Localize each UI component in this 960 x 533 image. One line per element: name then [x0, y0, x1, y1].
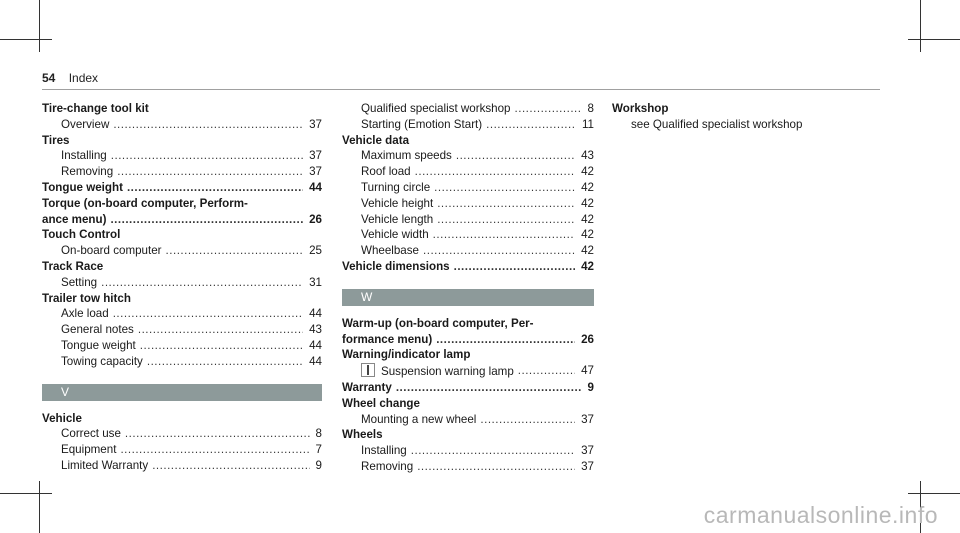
suspension-warning-icon — [361, 363, 375, 377]
index-entry[interactable]: Vehicle length ..... 42 — [342, 212, 594, 228]
index-entry[interactable]: Mounting a new wheel ..... 37 — [342, 412, 594, 428]
index-entry[interactable]: formance menu) ..... 26 — [342, 332, 594, 348]
crop-mark — [908, 493, 960, 494]
index-heading: Wheel change — [342, 396, 420, 410]
page-header — [42, 71, 98, 85]
watermark: carmanualsonline.info — [703, 502, 938, 528]
index-column-1 — [42, 101, 322, 474]
index-heading: Vehicle data — [342, 133, 410, 147]
index-entry[interactable]: Warranty ..... 9 — [342, 380, 594, 396]
crop-mark — [920, 0, 921, 52]
index-entry[interactable]: On-board computer ..... 25 — [42, 243, 322, 259]
see-reference[interactable]: see Qualified specialist workshop — [631, 117, 803, 131]
index-entry[interactable]: Overview ..... 37 — [42, 117, 322, 133]
index-entry[interactable]: Qualified specialist workshop ..... 8 — [342, 101, 594, 117]
index-entry[interactable]: Roof load ..... 42 — [342, 164, 594, 180]
index-entry[interactable]: Installing ..... 37 — [42, 148, 322, 164]
index-heading: Warning/indicator lamp — [342, 348, 471, 362]
index-entry[interactable]: Equipment ..... 7 — [42, 442, 322, 458]
index-entry[interactable]: Correct use ..... 8 — [42, 426, 322, 442]
header-rule — [42, 89, 880, 90]
index-entry[interactable]: Towing capacity ..... 44 — [42, 354, 322, 370]
crop-mark — [39, 0, 40, 52]
index-entry[interactable]: General notes ..... 43 — [42, 322, 322, 338]
index-entry[interactable]: Tongue weight ..... 44 — [42, 180, 322, 196]
index-heading: Wheels — [342, 428, 383, 442]
index-entry[interactable]: Vehicle height ..... 42 — [342, 196, 594, 212]
index-entry[interactable]: Axle load ..... 44 — [42, 306, 322, 322]
index-heading: Tires — [42, 133, 70, 147]
index-heading: Workshop — [612, 102, 669, 115]
crop-mark — [908, 39, 960, 40]
index-entry[interactable]: Vehicle dimensions ..... 42 — [342, 259, 594, 275]
index-heading: Touch Control — [42, 228, 121, 242]
index-entry[interactable]: Suspension warning lamp ..... 47 — [342, 363, 594, 380]
index-heading: Tire-change tool kit — [42, 102, 149, 115]
index-entry[interactable]: Turning circle ..... 42 — [342, 180, 594, 196]
index-heading: Torque (on-board computer, Perform- — [42, 196, 248, 210]
index-column-2 — [342, 101, 594, 475]
section-title: Index — [68, 71, 99, 85]
index-entry[interactable]: Wheelbase ..... 42 — [342, 243, 594, 259]
crop-mark — [0, 39, 52, 40]
crop-mark — [39, 481, 40, 533]
index-entry[interactable]: Limited Warranty ..... 9 — [42, 458, 322, 474]
index-entry[interactable]: Vehicle width ..... 42 — [342, 227, 594, 243]
index-heading: Track Race — [42, 259, 104, 273]
index-entry[interactable]: Setting ..... 31 — [42, 275, 322, 291]
letter-divider-w: W — [342, 289, 594, 306]
index-entry[interactable]: Maximum speeds ..... 43 — [342, 148, 594, 164]
index-column-3 — [612, 101, 872, 133]
letter-divider-v: V — [42, 384, 322, 401]
index-entry[interactable]: ance menu) ..... 26 — [42, 212, 322, 228]
index-entry[interactable]: Tongue weight ..... 44 — [42, 338, 322, 354]
index-entry[interactable]: Starting (Emotion Start) ..... 11 — [342, 117, 594, 133]
index-heading: Warm-up (on-board computer, Per- — [342, 316, 534, 330]
index-heading: Vehicle — [42, 411, 82, 425]
index-entry[interactable]: Removing ..... 37 — [342, 459, 594, 475]
crop-mark — [0, 493, 52, 494]
index-entry[interactable]: Removing ..... 37 — [42, 164, 322, 180]
index-heading: Trailer tow hitch — [42, 291, 131, 305]
index-entry[interactable]: Installing ..... 37 — [342, 443, 594, 459]
page-number: 54 — [42, 71, 56, 85]
